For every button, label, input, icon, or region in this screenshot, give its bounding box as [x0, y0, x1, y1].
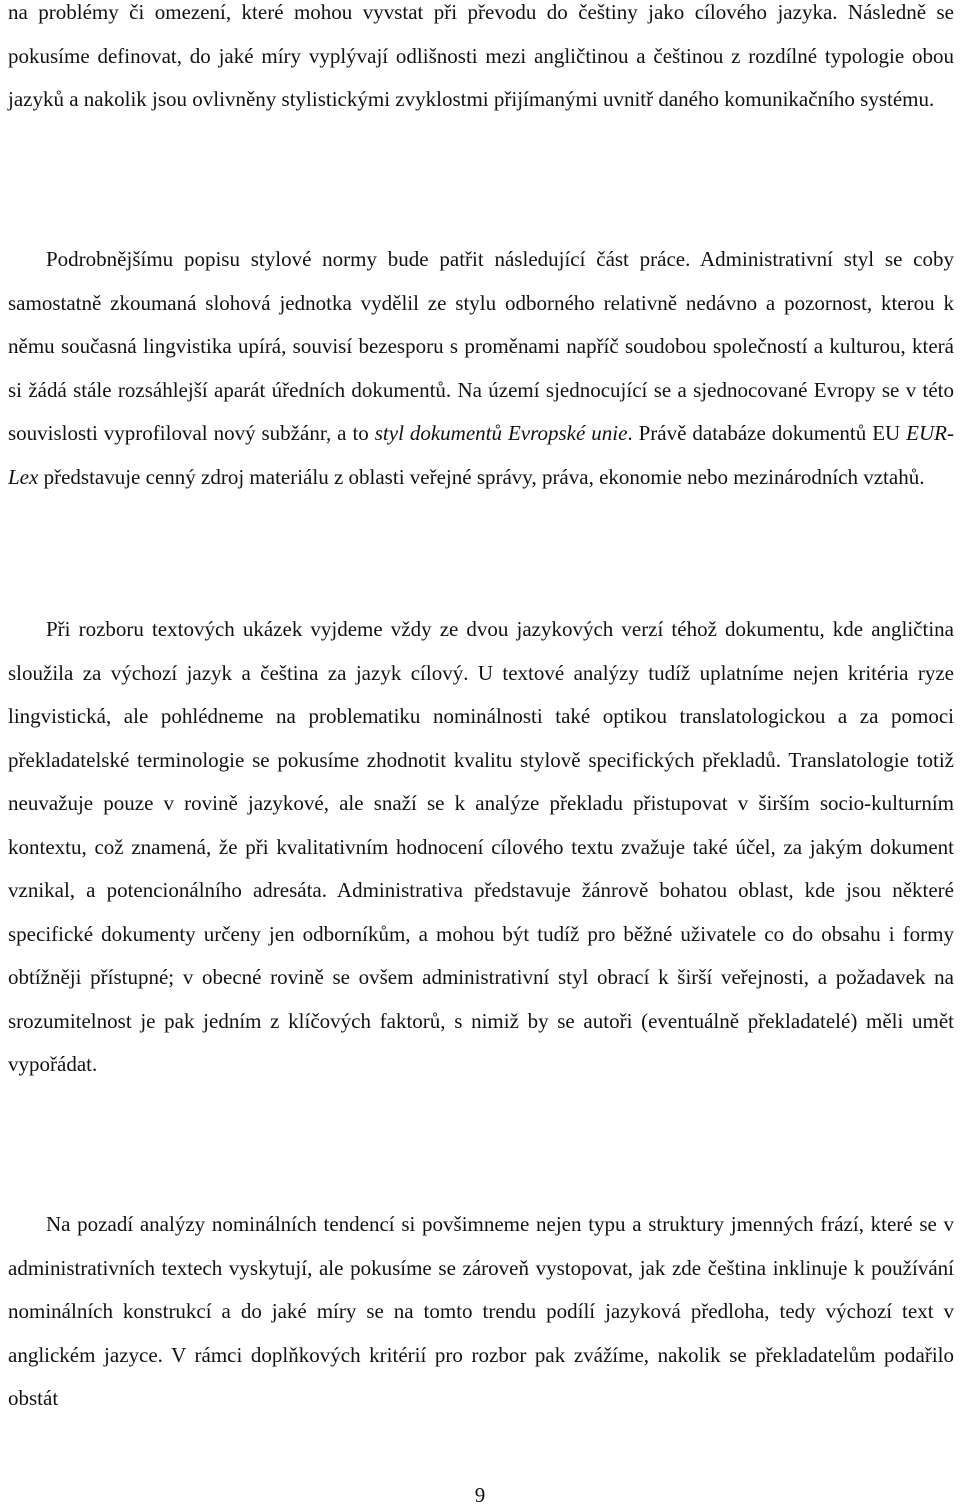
page-number: 9 — [474, 1483, 486, 1507]
paragraph-analysis-method: Při rozboru textových ukázek vyjdeme vždy ze dvou jazykových verzí téhož dokumentu, kde angličtina sloužila za výchozí jazyk a čeština za jazyk cílový. U textové analýzy tudíž uplatníme nejen kritéria ryze lingvistická, ale pohlédneme na problematiku nominálnosti také optikou translatologickou a za pomoci překladatelské terminologie se pokusíme zhodnotit kvalitu stylově specifických překladů. Translatologie totiž neuvažuje pouze v rovině jazykové, ale snaží se k analýze překladu přistupovat v širším socio-kulturním kontextu, což znamená, že při kvalitativním hodnocení cílového textu zvažuje také účel, za jakým dokument vznikal, a potencionálního adresáta. Administrativa představuje žánrově bohatou oblast, kde jsou některé specifické dokumenty určeny jen odborníkům, a mohou být tudíž pro běžné uživatele co do obsahu i formy obtížněji přístupné; v obecné rovině se ovšem administrativní styl obrací k širší veřejnosti, a požadavek na srozumitelnost je pak jedním z klíčových faktorů, s nimiž by se autoři (eventuálně překladatelé) měli umět vypořádat. — [8, 617, 954, 1076]
paragraph-nominal-tendencies: Na pozadí analýzy nominálních tendencí si povšimneme nejen typu a struktury jmenných frází, které se v administrativních textech vyskytují, ale pokusíme se zároveň vystopovat, jak zde čeština inklinuje k používání nominálních konstrukcí a do jaké míry se na tomto trendu podílí jazyková předloha, tedy výchozí text v anglickém jazyce. V rámci doplňkových kritérií pro rozbor pak zvážíme, nakolik se překladatelům podařilo obstát — [8, 1212, 954, 1410]
document-page — [8, 0, 954, 1509]
italic-term-eu-style: styl dokumentů Evropské unie — [374, 421, 628, 445]
paragraph-text: Podrobnějšímu popisu stylové normy bude patřit následující část práce. Administrativní styl se coby samostatně zkoumaná slohová jednotka vydělil ze stylu odborného relativně nedávno a pozornost, kterou k němu současná lingvistika upírá, souvisí bezesporu s proměnami napříč soudobou společností a kulturou, která si žádá stále rozsáhlejší aparát úředních dokumentů. Na území sjednocující se a sjednocované Evropy se v této souvislosti vyprofiloval nový subžánr, a to — [8, 247, 954, 445]
paragraph-text: představuje cenný zdroj materiálu z oblasti veřejné správy, práva, ekonomie nebo mezinárodních vztahů. — [38, 464, 925, 489]
paragraph-text: . Právě databáze dokumentů EU — [627, 421, 907, 445]
italic-term-eurlex: EUR-Lex — [8, 421, 954, 489]
paragraph-administrative-style — [8, 238, 954, 499]
paragraph-continuation: na problémy či omezení, které mohou vyvstat při převodu do češtiny jako cílového jazyka. Následně se pokusíme definovat, do jaké míry vyplývají odlišnosti mezi angličtinou a češtinou z rozdílné typologie obou jazyků a nakolik jsou ovlivněny stylistickými zvyklostmi přijímanými uvnitř daného komunikačního systému. — [8, 0, 954, 111]
